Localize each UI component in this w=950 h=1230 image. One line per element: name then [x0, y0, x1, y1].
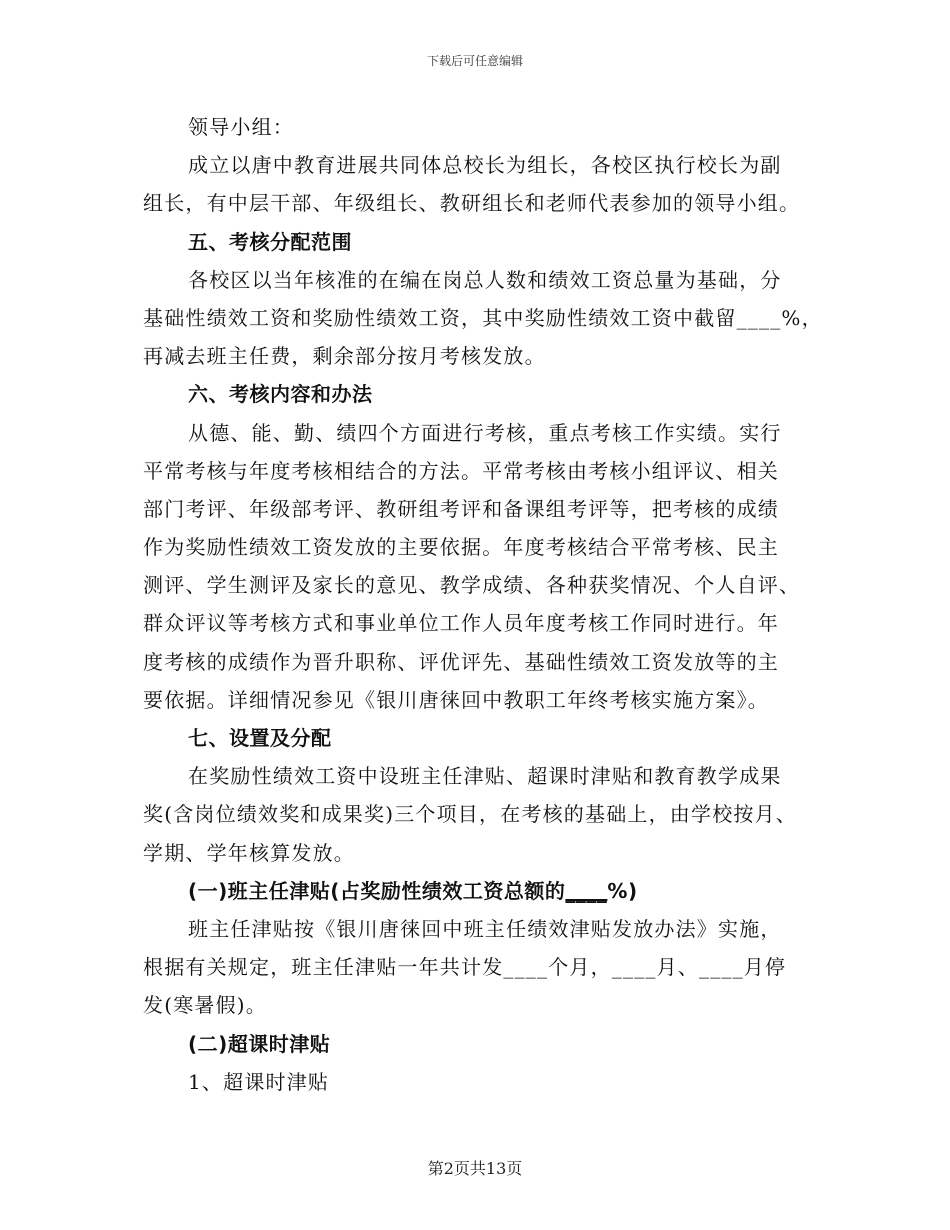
paragraph-line: 测评、学生测评及家长的意见、教学成绩、各种获奖情况、个人自评、 — [143, 573, 801, 598]
subsection-heading-tail: %) — [607, 878, 638, 903]
paragraph-line: 在奖励性绩效工资中设班主任津贴、超课时津贴和教育教学成果 — [188, 764, 782, 789]
paragraph-line: 成立以唐中教育进展共同体总校长为组长，各校区执行校长为副 — [188, 153, 782, 178]
page-header: 下载后可任意编辑 — [426, 54, 523, 68]
document-body — [143, 108, 823, 1101]
paragraph-line: 再减去班主任费，剩余部分按月考核发放。 — [143, 344, 546, 369]
paragraph-line: 奖(含岗位绩效奖和成果奖)三个项目，在考核的基础上，由学校按月、 — [143, 802, 798, 827]
paragraph-line: 部门考评、年级部考评、教研组考评和备课组考评等，把考核的成绩 — [143, 496, 779, 521]
paragraph-line: 作为奖励性绩效工资发放的主要依据。年度考核结合平常考核、民主 — [143, 535, 779, 560]
paragraph-line: 群众评议等考核方式和事业单位工作人员年度考核工作同时进行。年 — [143, 611, 779, 636]
paragraph-line: 根据有关规定，班主任津贴一年共计发____个月，____月、____月停 — [143, 955, 787, 980]
section-heading: 五、考核分配范围 — [188, 229, 352, 254]
page-number: 第2页共13页 — [427, 1159, 523, 1178]
subsection-heading: (二)超课时津贴 — [188, 1031, 331, 1056]
paragraph-line: 平常考核与年度考核相结合的方法。平常考核由考核小组评议、相关 — [143, 458, 779, 483]
paragraph-line: 1、超课时津贴 — [188, 1069, 330, 1094]
paragraph-line: 领导小组： — [188, 115, 294, 139]
paragraph-line: 班主任津贴按《银川唐徕回中班主任绩效津贴发放办法》实施， — [188, 916, 782, 941]
paragraph-line: 各校区以当年核准的在编在岗总人数和绩效工资总量为基础，分 — [188, 267, 782, 292]
section-heading: 六、考核内容和办法 — [188, 382, 373, 407]
paragraph-line: 度考核的成绩作为晋升职称、评优评先、基础性绩效工资发放等的主 — [143, 649, 779, 674]
paragraph-line: 组长，有中层干部、年级组长、教研组长和老师代表参加的领导小组。 — [143, 191, 801, 216]
fill-in-blank: ____ — [565, 878, 608, 903]
subsection-heading — [143, 872, 811, 910]
subsection-heading-text: (一)班主任津贴(占奖励性绩效工资总额的 — [188, 878, 566, 903]
section-heading: 七、设置及分配 — [188, 726, 332, 750]
paragraph-line: 学期、学年核算发放。 — [143, 840, 355, 865]
paragraph-line: 发(寒暑假)。 — [143, 993, 268, 1018]
paragraph-line: 从德、能、勤、绩四个方面进行考核，重点考核工作实绩。实行 — [188, 420, 782, 445]
paragraph-line: 要依据。详细情况参见《银川唐徕回中教职工年终考核实施方案》。 — [143, 687, 769, 712]
paragraph-line: 基础性绩效工资和奖励性绩效工资，其中奖励性绩效工资中截留____%， — [143, 305, 823, 330]
